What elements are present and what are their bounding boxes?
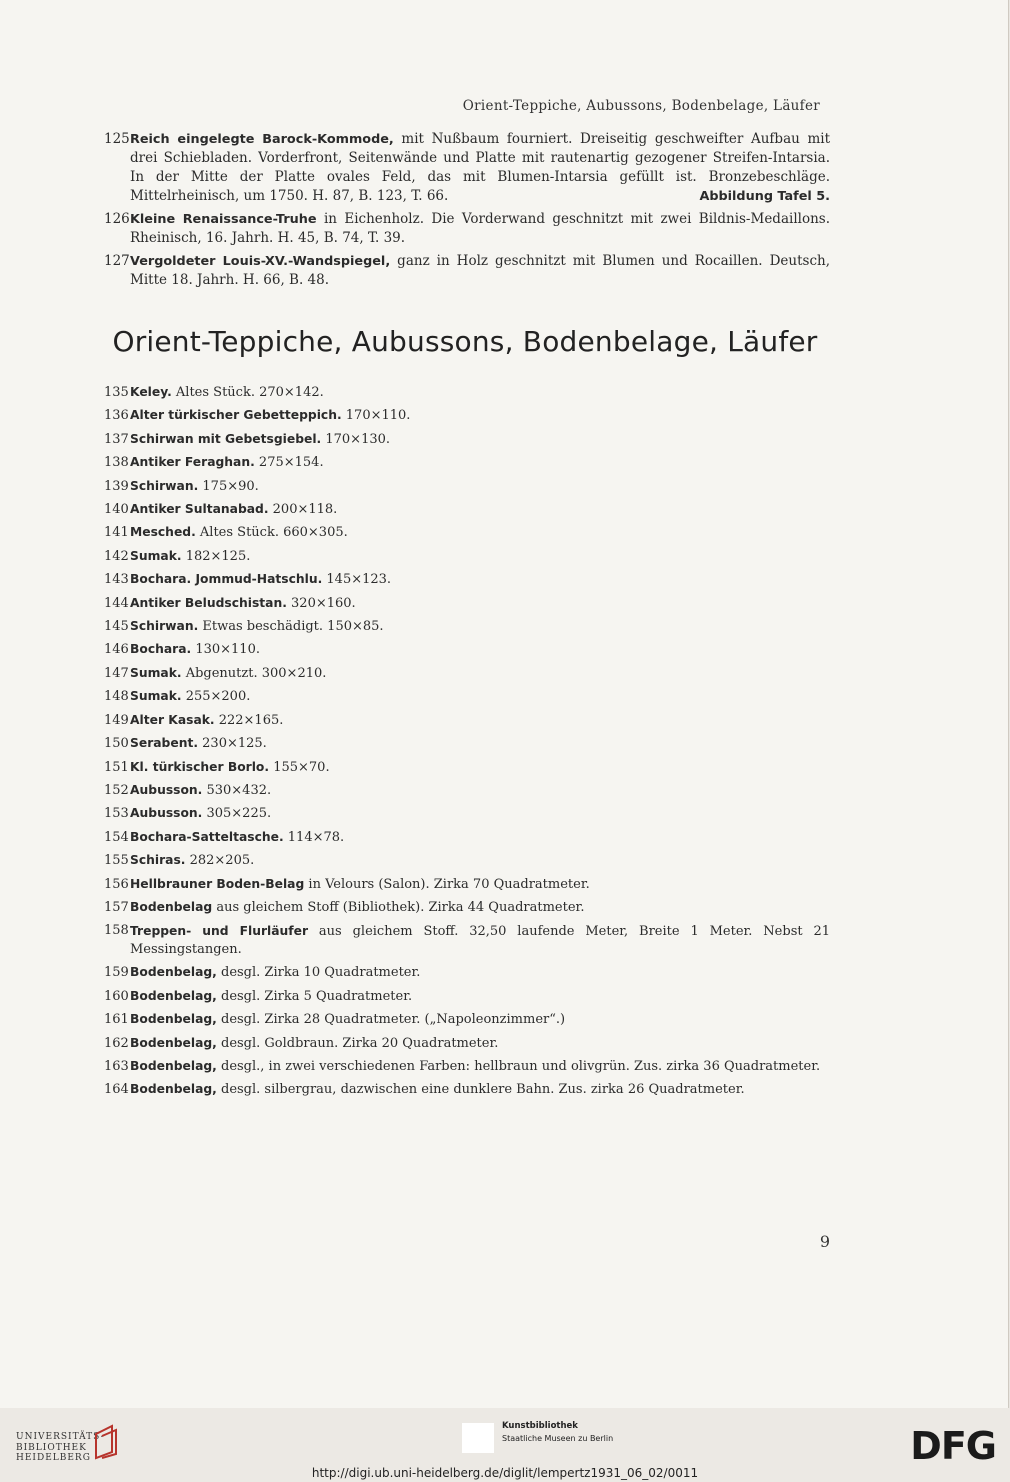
item-description: 222×165. bbox=[214, 712, 284, 728]
list-item bbox=[104, 873, 830, 896]
item-title: Antiker Beludschistan. bbox=[130, 595, 287, 610]
kunstbibliothek-square-icon bbox=[462, 1423, 494, 1453]
item-number: 135 bbox=[104, 385, 129, 400]
item-description: desgl., in zwei verschiedenen Farben: hellbraun und olivgrün. Zus. zirka 36 Quadratmeter. bbox=[216, 1058, 821, 1074]
item-number: 138 bbox=[104, 455, 129, 471]
list-item bbox=[104, 638, 830, 661]
item-description: 182×125. bbox=[181, 548, 251, 564]
entry-number: 125 bbox=[104, 131, 130, 147]
item-title: Aubusson. bbox=[130, 782, 203, 797]
item-title: Alter Kasak. bbox=[130, 712, 215, 727]
item-number: 142 bbox=[104, 548, 129, 564]
item-description: 282×205. bbox=[185, 853, 255, 869]
item-description: 530×432. bbox=[202, 782, 272, 798]
item-description: 130×110. bbox=[191, 642, 260, 658]
list-item bbox=[104, 779, 830, 802]
entry-title: Reich eingelegte Barock-Kommode, bbox=[130, 132, 394, 147]
catalog-entry-126 bbox=[104, 210, 830, 248]
item-title: Sumak. bbox=[130, 689, 182, 704]
item-title: Sumak. bbox=[130, 548, 182, 563]
item-description: 255×200. bbox=[181, 689, 251, 705]
entry-title: Kleine Renaissance-Truhe bbox=[130, 212, 317, 227]
uni-line-1: UNIVERSITÄTS- bbox=[16, 1432, 105, 1442]
list-item bbox=[104, 404, 830, 427]
item-number: 160 bbox=[104, 988, 129, 1004]
list-item bbox=[104, 498, 830, 521]
item-number: 158 bbox=[104, 923, 129, 939]
item-number: 164 bbox=[104, 1082, 129, 1098]
source-url[interactable]: http://digi.ub.uni-heidelberg.de/diglit/lempertz1931_06_02/0011 bbox=[311, 1466, 699, 1480]
item-number: 154 bbox=[104, 829, 129, 845]
entry-description: mit Nußbaum fourniert. Dreiseitig geschweifter Aufbau mit drei Schiebladen. Vorderfront, Seitenwände und Platte mit rautenartig gezogener Streifen-Intarsia. In der Mitte der Platte ovales Feld, das mit Blumen-Intarsia gefüllt ist. Bronzebeschläge. Mittelrheinisch, um 1750. H. 87, B. 123, T. 66. bbox=[130, 131, 830, 204]
item-number: 143 bbox=[104, 572, 129, 588]
list-item bbox=[104, 1078, 830, 1101]
list-item bbox=[104, 381, 830, 404]
item-title: Bodenbelag, bbox=[130, 1035, 217, 1050]
entry-number: 126 bbox=[104, 211, 130, 227]
heidelberg-logo-icon bbox=[92, 1424, 120, 1460]
list-item bbox=[104, 592, 830, 615]
item-description: 320×160. bbox=[286, 595, 356, 611]
item-description: 200×118. bbox=[268, 502, 338, 518]
list-item bbox=[104, 685, 830, 708]
item-title: Bodenbelag, bbox=[130, 1082, 217, 1097]
item-number: 141 bbox=[104, 525, 129, 541]
item-number: 163 bbox=[104, 1058, 129, 1074]
item-description: aus gleichem Stoff. 32,50 laufende Meter, Breite 1 Meter. Nebst 21 Messingstangen. bbox=[130, 924, 831, 958]
item-number: 152 bbox=[104, 782, 129, 798]
item-description: desgl. Zirka 28 Quadratmeter. („Napoleonzimmer“.) bbox=[216, 1012, 566, 1028]
item-number: 149 bbox=[104, 712, 129, 728]
item-number: 144 bbox=[104, 595, 129, 611]
item-title: Bodenbelag, bbox=[130, 1058, 217, 1073]
item-description: 230×125. bbox=[198, 736, 267, 752]
item-description: aus gleichem Stoff (Bibliothek). Zirka 44 Quadratmeter. bbox=[212, 899, 585, 915]
item-description: 114×78. bbox=[283, 829, 345, 845]
item-number: 162 bbox=[104, 1035, 129, 1051]
list-item bbox=[104, 545, 830, 568]
item-title: Antiker Sultanabad. bbox=[130, 502, 269, 517]
item-description: desgl. Goldbraun. Zirka 20 Quadratmeter. bbox=[216, 1035, 499, 1051]
item-title: Bodenbelag, bbox=[130, 988, 217, 1003]
item-number: 157 bbox=[104, 899, 129, 915]
carpet-list bbox=[104, 381, 830, 1102]
item-number: 156 bbox=[104, 876, 129, 892]
item-description: 305×225. bbox=[202, 806, 272, 822]
dfg-logo: DFG bbox=[910, 1424, 996, 1468]
item-number: 140 bbox=[104, 502, 129, 518]
item-number: 147 bbox=[104, 665, 129, 681]
item-description: 155×70. bbox=[269, 759, 330, 775]
item-description: 275×154. bbox=[254, 455, 324, 471]
item-description: Etwas beschädigt. 150×85. bbox=[198, 619, 384, 635]
item-description: 145×123. bbox=[322, 572, 392, 588]
catalog-entry-125 bbox=[104, 130, 830, 206]
item-title: Schiras. bbox=[130, 853, 186, 868]
item-title: Bodenbelag bbox=[130, 899, 213, 914]
item-number: 150 bbox=[104, 736, 129, 752]
item-number: 153 bbox=[104, 806, 129, 822]
list-item bbox=[104, 732, 830, 755]
list-item bbox=[104, 451, 830, 474]
item-description: Altes Stück. 270×142. bbox=[171, 385, 324, 400]
list-item bbox=[104, 1032, 830, 1055]
item-description: desgl. Zirka 10 Quadratmeter. bbox=[216, 965, 421, 981]
uni-line-3: HEIDELBERG bbox=[16, 1453, 91, 1463]
item-number: 159 bbox=[104, 965, 129, 981]
item-title: Treppen- und Flurläufer bbox=[130, 924, 309, 939]
list-item bbox=[104, 475, 830, 498]
list-item bbox=[104, 709, 830, 732]
list-item bbox=[104, 826, 830, 849]
item-title: Schirwan mit Gebetsgiebel. bbox=[130, 431, 322, 446]
item-number: 145 bbox=[104, 619, 129, 635]
footer-bar bbox=[0, 1408, 1010, 1482]
item-description: Altes Stück. 660×305. bbox=[195, 525, 348, 541]
list-item bbox=[104, 1008, 830, 1031]
section-title: Orient-Teppiche, Aubussons, Bodenbelage, Läufer bbox=[112, 325, 818, 358]
item-title: Bochara-Satteltasche. bbox=[130, 829, 284, 844]
running-head: Orient-Teppiche, Aubussons, Bodenbelage, Läufer bbox=[462, 98, 820, 114]
kb-subtitle: Staatliche Museen zu Berlin bbox=[502, 1434, 614, 1443]
list-item bbox=[104, 961, 830, 984]
list-item bbox=[104, 756, 830, 779]
item-number: 146 bbox=[104, 642, 129, 658]
uni-line-2: BIBLIOTHEK bbox=[16, 1442, 87, 1453]
item-description: 170×130. bbox=[321, 431, 391, 447]
item-description: desgl. Zirka 5 Quadratmeter. bbox=[216, 988, 413, 1004]
plate-reference: Abbildung Tafel 5. bbox=[699, 189, 830, 204]
item-title: Bodenbelag, bbox=[130, 1012, 217, 1027]
entry-description: in Eichenholz. Die Vorderwand geschnitzt mit zwei Bildnis-Medaillons. Rheinisch, 16. Jahrh. H. 45, B. 74, T. 39. bbox=[130, 211, 830, 246]
item-description: 170×110. bbox=[341, 408, 411, 424]
list-item bbox=[104, 662, 830, 685]
item-title: Mesched. bbox=[130, 525, 196, 540]
item-description: desgl. silbergrau, dazwischen eine dunklere Bahn. Zus. zirka 26 Quadratmeter. bbox=[216, 1082, 745, 1098]
list-item bbox=[104, 849, 830, 872]
item-title: Alter türkischer Gebetteppich. bbox=[130, 408, 342, 423]
item-description: in Velours (Salon). Zirka 70 Quadratmeter. bbox=[304, 876, 590, 892]
entry-description: ganz in Holz geschnitzt mit Blumen und Rocaillen. Deutsch, Mitte 18. Jahrh. H. 66, B. 48. bbox=[130, 253, 830, 288]
item-number: 137 bbox=[104, 431, 129, 447]
kb-name: Kunstbibliothek bbox=[502, 1421, 578, 1431]
list-item bbox=[104, 985, 830, 1008]
list-item bbox=[104, 615, 830, 638]
list-item bbox=[104, 896, 830, 919]
item-title: Schirwan. bbox=[130, 619, 199, 634]
item-title: Bochara. bbox=[130, 642, 192, 657]
item-number: 161 bbox=[104, 1012, 129, 1028]
item-title: Aubusson. bbox=[130, 806, 203, 821]
list-item bbox=[104, 428, 830, 451]
catalog-entry-127 bbox=[104, 252, 830, 290]
item-number: 151 bbox=[104, 759, 129, 775]
item-title: Bodenbelag, bbox=[130, 965, 217, 980]
item-title: Sumak. bbox=[130, 665, 182, 680]
list-item bbox=[104, 802, 830, 825]
entry-number: 127 bbox=[104, 253, 130, 269]
item-description: 175×90. bbox=[198, 478, 259, 494]
item-title: Keley. bbox=[130, 385, 172, 399]
item-title: Bochara. Jommud-Hatschlu. bbox=[130, 572, 323, 587]
item-title: Serabent. bbox=[130, 736, 199, 751]
item-description: Abgenutzt. 300×210. bbox=[181, 665, 327, 681]
list-item bbox=[104, 1055, 830, 1078]
item-number: 136 bbox=[104, 408, 129, 424]
page-number: 9 bbox=[819, 1232, 830, 1251]
item-title: Hellbrauner Boden-Belag bbox=[130, 876, 305, 891]
item-number: 139 bbox=[104, 478, 129, 494]
item-number: 155 bbox=[104, 853, 129, 869]
list-item bbox=[104, 521, 830, 544]
entry-title: Vergoldeter Louis-XV.-Wandspiegel, bbox=[130, 254, 391, 269]
item-title: Schirwan. bbox=[130, 478, 199, 493]
item-title: Antiker Feraghan. bbox=[130, 455, 255, 470]
list-item bbox=[104, 568, 830, 591]
item-number: 148 bbox=[104, 689, 129, 705]
item-title: Kl. türkischer Borlo. bbox=[130, 759, 270, 774]
list-item bbox=[104, 919, 830, 961]
